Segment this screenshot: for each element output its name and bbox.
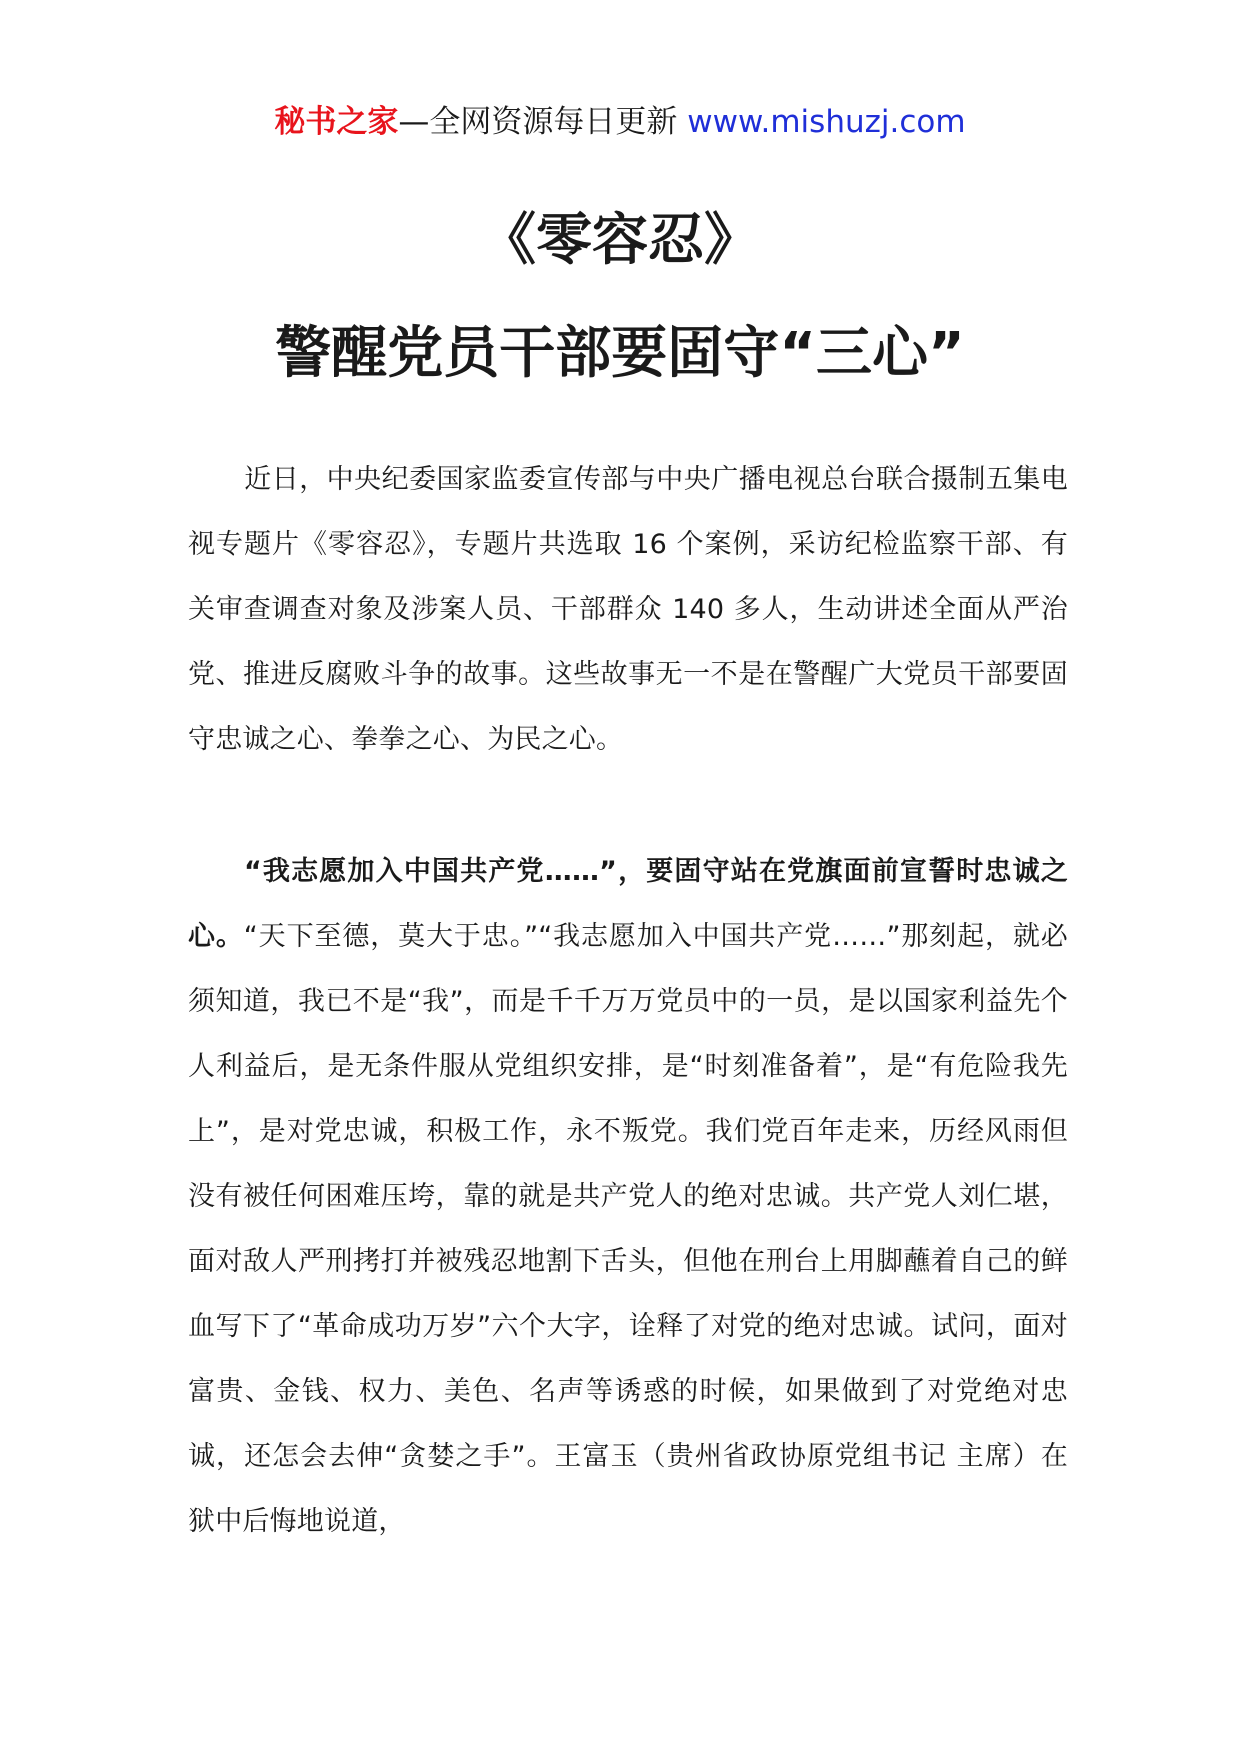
paragraph-loyalty-text: “天下至德，莫大于忠。”“我志愿加入中国共产党……”那刻起，就必须知道，我已不是“我”，而是千千万万党员中的一员，是以国家利益先个人利益后，是无条件服从党组织安排，是“时刻准备着”，是“有危险我先上”，是对党忠诚，积极工作，永不叛党。我们党百年走来，历经风雨但没有被任何困难压垮，靠的就是共产党人的绝对忠诚。共产党人刘仁堪，面对敌人严刑拷打并被残忍地割下舌头，但他在刑台上用脚蘸着自己的鲜血写下了“革命成功万岁”六个大字，诠释了对党的绝对忠诚。试问，面对富贵、金钱、权力、美色、名声等诱惑的时候，如果做到了对党绝对忠诚，还怎会去伸“贪婪之手”。王富玉（贵州省政协原党组书记 主席）在狱中后悔地说道， [188, 921, 1068, 1537]
paragraph-intro-text: 近日，中央纪委国家监委宣传部与中央广播电视总台联合摄制五集电视专题片《零容忍》，专题片共选取 16 个案例，采访纪检监察干部、有关审查调查对象及涉案人员、干部群众 140 多人，生动讲述全面从严治党、推进反腐败斗争的故事。这些故事无一不是在警醒广大党员干部要固守忠诚之心、拳拳之心、为民之心。 [188, 464, 1068, 755]
header-slogan: —全网资源每日更新 [398, 104, 678, 140]
paragraph-loyalty [188, 839, 1068, 1554]
brand-name: 秘书之家 [274, 104, 399, 140]
site-header [0, 100, 1240, 144]
paragraph-intro [188, 447, 1068, 772]
document-title-line-1: 《零容忍》 [480, 208, 760, 273]
paragraph-loyalty-lead: “我志愿加入中国共产党……”，要固守站在党旗面前宣誓时忠诚之心。 [188, 856, 1068, 952]
document-title-line-2: 警醒党员干部要固守“三心” [275, 321, 965, 386]
site-url-link[interactable]: www.mishuzj.com [687, 104, 966, 140]
